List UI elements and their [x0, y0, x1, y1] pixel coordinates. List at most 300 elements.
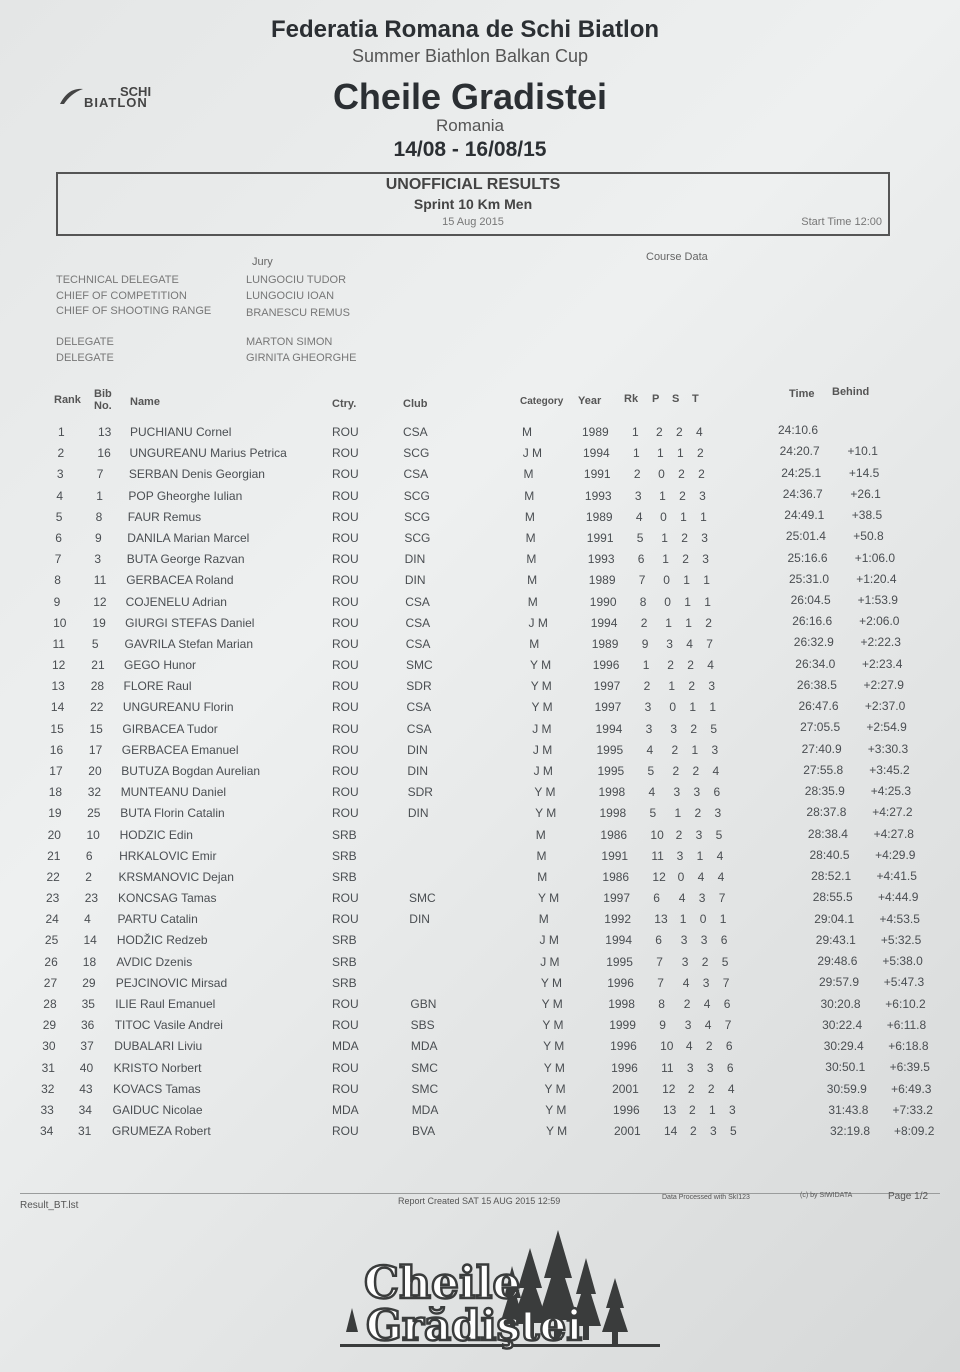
- country-cell: MDA: [332, 1039, 359, 1054]
- total-cell: 1: [709, 700, 717, 715]
- standing-cell: 3: [706, 1060, 714, 1075]
- total-cell: 2: [705, 615, 712, 630]
- total-cell: 6: [723, 996, 731, 1011]
- athlete-name: PARTU Catalin: [117, 912, 198, 927]
- col-t: T: [692, 393, 699, 405]
- standing-cell: 1: [709, 1102, 716, 1117]
- rk-cell: 6: [655, 933, 662, 948]
- prone-cell: 3: [666, 636, 673, 651]
- athlete-name: GAVRILA Stefan Marian: [124, 636, 254, 651]
- rk-cell: 2: [633, 467, 641, 482]
- behind-cell: +6:11.8: [886, 1017, 927, 1032]
- category-cell: Y M: [543, 1039, 565, 1054]
- athlete-name: MUNTEANU Daniel: [120, 785, 227, 800]
- total-cell: 7: [724, 1018, 732, 1033]
- total-cell: 7: [722, 975, 730, 990]
- athlete-name: DUBALARI Liviu: [114, 1039, 203, 1054]
- total-cell: 5: [730, 1124, 737, 1138]
- time-cell: 29:04.1: [814, 911, 855, 926]
- athlete-name: HODŽIC Redzeb: [116, 933, 208, 948]
- time-cell: 27:55.8: [803, 762, 844, 777]
- country-cell: SRB: [332, 869, 357, 884]
- year-cell: 1999: [609, 1018, 636, 1033]
- country-cell: ROU: [332, 530, 359, 545]
- country-cell: ROU: [332, 891, 359, 905]
- venue-title: Cheile Gradistei: [332, 76, 608, 117]
- time-cell: 24:49.1: [784, 508, 825, 522]
- year-cell: 1996: [610, 1039, 637, 1054]
- category-cell: Y M: [534, 785, 556, 800]
- country-cell: SRB: [332, 975, 357, 990]
- year-cell: 1994: [583, 446, 610, 461]
- standing-cell: 3: [695, 827, 703, 842]
- standing-cell: 2: [687, 658, 694, 672]
- year-cell: 1998: [608, 996, 635, 1011]
- jury-heading: Jury: [252, 256, 273, 268]
- rank-cell: 5: [55, 509, 63, 524]
- country-cell: ROU: [332, 446, 359, 461]
- rank-cell: 19: [48, 806, 62, 821]
- rk-cell: 11: [651, 848, 664, 863]
- country-cell: ROU: [332, 742, 359, 757]
- year-cell: 1990: [589, 594, 617, 609]
- club-cell: CSA: [403, 425, 428, 439]
- country-cell: ROU: [332, 679, 359, 694]
- country-cell: ROU: [332, 509, 359, 524]
- rk-cell: 4: [646, 742, 654, 757]
- standing-cell: 4: [686, 636, 693, 651]
- cheile-gradistei-logo: [340, 1228, 670, 1358]
- time-cell: 30:22.4: [822, 1017, 863, 1032]
- rank-cell: 16: [49, 742, 64, 757]
- rk-cell: 7: [657, 975, 664, 990]
- prone-cell: 1: [665, 615, 672, 630]
- time-cell: 24:20.7: [779, 444, 820, 459]
- country-cell: ROU: [332, 467, 359, 482]
- club-cell: MDA: [411, 1102, 439, 1117]
- rank-cell: 12: [52, 658, 66, 672]
- rank-cell: 8: [54, 573, 61, 588]
- rank-cell: 9: [53, 594, 61, 609]
- total-cell: 6: [726, 1060, 734, 1075]
- category-cell: J M: [532, 721, 552, 736]
- total-cell: 4: [727, 1081, 735, 1096]
- col-name: Name: [130, 396, 160, 408]
- club-cell: SMC: [406, 658, 433, 672]
- time-cell: 32:19.8: [830, 1124, 871, 1138]
- category-cell: Y M: [531, 700, 553, 715]
- time-cell: 25:01.4: [785, 529, 826, 544]
- rank-cell: 17: [49, 763, 63, 778]
- footer-processed: Data Processed with SkI123: [662, 1194, 750, 1201]
- behind-cell: +2:22.3: [860, 635, 901, 650]
- rk-cell: 12: [652, 869, 666, 884]
- total-cell: 7: [706, 636, 713, 651]
- bib-cell: 20: [88, 763, 102, 778]
- rank-cell: 26: [44, 954, 58, 969]
- country-cell: SRB: [332, 848, 357, 863]
- behind-cell: +6:39.5: [889, 1060, 930, 1075]
- total-cell: 4: [707, 658, 714, 672]
- rk-cell: 5: [649, 806, 657, 821]
- standing-cell: 3: [693, 785, 701, 800]
- bib-cell: 29: [82, 975, 96, 990]
- club-cell: CSA: [405, 594, 430, 609]
- year-cell: 1994: [595, 721, 623, 736]
- bib-cell: 31: [78, 1124, 92, 1138]
- country-cell: ROU: [332, 594, 359, 609]
- club-cell: BVA: [412, 1124, 436, 1138]
- country-cell: SRB: [332, 933, 357, 948]
- club-cell: SCG: [404, 530, 431, 545]
- standing-cell: 3: [700, 933, 708, 948]
- rk-cell: 1: [633, 446, 640, 461]
- club-cell: SCG: [403, 488, 430, 503]
- club-cell: SDR: [407, 785, 433, 800]
- category-cell: Y M: [544, 1081, 566, 1096]
- logo-text-bottom: BIATLON: [84, 95, 148, 110]
- standing-cell: 2: [679, 488, 686, 503]
- total-cell: 3: [699, 488, 706, 503]
- standing-cell: 1: [684, 594, 691, 609]
- col-s: S: [672, 393, 680, 405]
- country-cell: ROU: [332, 573, 359, 588]
- time-cell: 26:04.5: [790, 592, 831, 607]
- rk-cell: 9: [659, 1018, 666, 1033]
- athlete-name: TITOC Vasile Andrei: [114, 1018, 223, 1033]
- behind-cell: +4:41.5: [876, 869, 917, 884]
- total-cell: 7: [718, 891, 726, 905]
- club-cell: SCG: [404, 509, 431, 524]
- rk-cell: 4: [635, 509, 643, 524]
- rk-cell: 5: [636, 530, 644, 545]
- bib-cell: 12: [93, 594, 107, 609]
- rank-cell: 20: [47, 827, 61, 842]
- athlete-name: UNGUREANU Florin: [122, 700, 234, 715]
- standing-cell: 2: [690, 721, 698, 736]
- course-data-heading: Course Data: [646, 251, 708, 263]
- behind-cell: +3:30.3: [867, 741, 909, 756]
- time-cell: 26:32.9: [793, 635, 834, 650]
- total-cell: 5: [715, 827, 723, 842]
- jury-name: LUNGOCIU TUDOR: [246, 274, 347, 286]
- time-cell: 25:16.6: [787, 550, 828, 565]
- club-cell: SCG: [403, 446, 430, 461]
- col-bib: Bib No.: [94, 388, 112, 412]
- category-cell: M: [525, 530, 536, 545]
- prone-cell: 0: [677, 869, 685, 884]
- total-cell: 2: [697, 446, 704, 461]
- total-cell: 3: [701, 530, 708, 545]
- year-cell: 1998: [598, 785, 626, 800]
- results-status: UNOFFICIAL RESULTS: [385, 176, 561, 193]
- time-cell: 29:48.6: [817, 954, 858, 969]
- race-name: Sprint 10 Km Men: [413, 196, 533, 212]
- rk-cell: 13: [663, 1102, 677, 1117]
- rk-cell: 13: [654, 912, 668, 927]
- rank-cell: 30: [42, 1039, 56, 1054]
- behind-cell: +4:29.9: [875, 847, 916, 862]
- col-ctry: Ctry.: [332, 398, 357, 410]
- category-cell: M: [526, 552, 537, 567]
- prone-cell: 1: [659, 488, 666, 503]
- rank-cell: 25: [44, 933, 59, 948]
- category-cell: J M: [528, 615, 548, 630]
- prone-cell: 2: [683, 996, 691, 1011]
- year-cell: 1994: [605, 933, 632, 948]
- club-cell: DIN: [404, 573, 426, 588]
- behind-cell: +4:27.8: [873, 826, 914, 841]
- year-cell: 1995: [597, 763, 625, 778]
- footer-report: Report Created SAT 15 AUG 2015 12:59: [398, 1196, 561, 1206]
- country-cell: ROU: [332, 996, 359, 1011]
- behind-cell: +4:27.2: [872, 805, 913, 820]
- bib-cell: 13: [98, 425, 112, 439]
- category-cell: M: [522, 425, 532, 439]
- prone-cell: 1: [662, 552, 669, 567]
- rk-cell: 3: [645, 721, 653, 736]
- prone-cell: 2: [672, 763, 680, 778]
- year-cell: 1991: [586, 530, 614, 545]
- prone-cell: 2: [675, 827, 683, 842]
- category-cell: M: [524, 488, 535, 503]
- rk-cell: 8: [658, 996, 665, 1011]
- prone-cell: 3: [684, 1018, 692, 1033]
- rk-cell: 9: [641, 636, 649, 651]
- athlete-name: PEJCINOVIC Mirsad: [115, 975, 228, 990]
- brand-line-2: Grădiştei: [366, 1301, 583, 1350]
- total-cell: 6: [713, 785, 721, 800]
- bib-cell: 32: [87, 785, 102, 800]
- behind-cell: +2:06.0: [859, 614, 900, 629]
- col-category: Category: [520, 396, 564, 407]
- country-cell: ROU: [332, 1018, 359, 1033]
- bib-cell: 7: [96, 467, 104, 482]
- club-cell: DIN: [407, 806, 429, 821]
- bib-cell: 16: [97, 446, 111, 461]
- bib-cell: 34: [78, 1102, 92, 1117]
- club-cell: CSA: [405, 615, 431, 630]
- behind-cell: +1:06.0: [854, 550, 896, 565]
- standing-cell: 4: [704, 1018, 712, 1033]
- bib-cell: 22: [90, 700, 104, 715]
- country-cell: ROU: [332, 1081, 359, 1096]
- bib-cell: 14: [83, 933, 97, 948]
- rank-cell: 13: [51, 679, 65, 694]
- club-cell: SBS: [410, 1018, 435, 1033]
- total-cell: 3: [729, 1102, 736, 1117]
- bib-cell: 19: [92, 615, 106, 630]
- bib-cell: 25: [87, 806, 101, 821]
- logo-text-top: SCHI: [120, 84, 152, 99]
- jury-name: MARTON SIMON: [246, 336, 333, 348]
- bib-cell: 15: [89, 721, 103, 736]
- time-cell: 26:16.6: [792, 614, 833, 629]
- year-cell: 1993: [584, 488, 612, 503]
- category-cell: J M: [540, 954, 560, 969]
- standing-cell: 2: [676, 425, 683, 439]
- athlete-name: BUTUZA Bogdan Aurelian: [121, 763, 261, 778]
- country-cell: ROU: [332, 721, 359, 736]
- standing-cell: 2: [705, 1039, 713, 1054]
- country-cell: ROU: [332, 1060, 359, 1075]
- col-p: P: [652, 393, 660, 405]
- standing-cell: 1: [696, 848, 704, 863]
- year-cell: 1986: [602, 869, 630, 884]
- country-cell: ROU: [332, 552, 359, 567]
- standing-cell: 2: [681, 530, 688, 545]
- standing-cell: 1: [691, 742, 699, 757]
- bib-cell: 37: [80, 1039, 94, 1054]
- rank-cell: 2: [57, 446, 65, 461]
- rk-cell: 7: [656, 954, 663, 969]
- athlete-name: UNGUREANU Marius Petrica: [129, 446, 287, 461]
- country-cell: ROU: [332, 636, 359, 651]
- bib-cell: 5: [91, 636, 99, 651]
- club-cell: DIN: [407, 763, 429, 778]
- rk-cell: 10: [650, 827, 664, 842]
- country-cell: ROU: [332, 658, 359, 672]
- standing-cell: 2: [678, 467, 685, 482]
- year-cell: 2001: [612, 1081, 639, 1096]
- athlete-name: GERBACEA Roland: [126, 573, 234, 588]
- country-cell: ROU: [332, 1124, 359, 1138]
- country-cell: ROU: [332, 488, 359, 503]
- prone-cell: 0: [669, 700, 677, 715]
- prone-cell: 2: [690, 1124, 697, 1138]
- behind-cell: +3:45.2: [869, 762, 910, 777]
- country-cell: ROU: [332, 425, 359, 439]
- total-cell: 4: [716, 848, 724, 863]
- prone-cell: 2: [656, 425, 663, 439]
- year-cell: 1995: [606, 954, 633, 969]
- rk-cell: 6: [653, 891, 660, 905]
- behind-cell: +2:54.9: [866, 720, 907, 735]
- bib-cell: 6: [85, 848, 93, 863]
- prone-cell: 3: [673, 785, 681, 800]
- category-cell: J M: [532, 742, 553, 757]
- rk-cell: 14: [664, 1124, 678, 1138]
- time-cell: 26:47.6: [798, 699, 839, 714]
- category-cell: Y M: [540, 975, 563, 990]
- standing-cell: 2: [701, 954, 709, 969]
- total-cell: 3: [714, 806, 722, 821]
- prone-cell: 4: [682, 975, 690, 990]
- rank-cell: 14: [50, 700, 65, 715]
- standing-cell: 2: [692, 763, 700, 778]
- rank-cell: 10: [53, 615, 67, 630]
- behind-cell: +4:44.9: [878, 890, 919, 905]
- prone-cell: 3: [686, 1060, 694, 1075]
- athlete-name: HODZIC Edin: [119, 827, 193, 842]
- behind-cell: +10.1: [847, 444, 878, 459]
- results-title-box: [56, 172, 890, 236]
- club-cell: GBN: [410, 996, 437, 1011]
- rank-cell: 6: [55, 530, 62, 545]
- athlete-name: GERBACEA Emanuel: [121, 742, 239, 757]
- time-cell: 27:40.9: [801, 741, 842, 756]
- federation-title: Federatia Romana de Schi Biatlon: [270, 16, 660, 43]
- standing-cell: 2: [688, 679, 696, 694]
- standing-cell: 2: [707, 1081, 715, 1096]
- bib-cell: 36: [81, 1018, 95, 1033]
- country-cell: ROU: [332, 700, 359, 715]
- athlete-name: FLORE Raul: [123, 679, 192, 694]
- total-cell: 5: [710, 721, 718, 736]
- col-year: Year: [578, 395, 602, 407]
- athlete-name: BUTA George Razvan: [126, 552, 245, 567]
- rank-cell: 15: [50, 721, 64, 736]
- footer-copyright: (c) by SIWIDATA: [800, 1192, 853, 1199]
- athlete-name: GIRBACEA Tudor: [122, 721, 218, 736]
- club-cell: SMC: [409, 891, 436, 905]
- athlete-name: KRSMANOVIC Dejan: [118, 869, 234, 884]
- behind-cell: +4:53.5: [879, 911, 920, 926]
- footer-file: Result_BT.lst: [20, 1200, 79, 1211]
- time-cell: 28:40.5: [809, 847, 850, 862]
- rk-cell: 10: [660, 1039, 674, 1054]
- category-cell: Y M: [538, 891, 560, 905]
- rk-cell: 2: [643, 679, 651, 694]
- bib-cell: 28: [90, 679, 105, 694]
- club-cell: DIN: [407, 742, 428, 757]
- total-cell: 4: [696, 425, 703, 439]
- standing-cell: 1: [689, 700, 697, 715]
- rank-cell: 31: [41, 1060, 55, 1075]
- bib-cell: 3: [94, 552, 102, 567]
- behind-cell: +1:20.4: [856, 571, 897, 586]
- year-cell: 1989: [591, 636, 619, 651]
- prone-cell: 1: [679, 912, 687, 927]
- pine-trees-icon: [340, 1228, 670, 1358]
- standing-cell: 3: [702, 975, 710, 990]
- category-cell: M: [523, 467, 534, 482]
- standing-cell: 3: [710, 1124, 717, 1138]
- year-cell: 1986: [600, 827, 628, 842]
- athlete-name: COJENELU Adrian: [125, 594, 227, 609]
- category-cell: Y M: [546, 1124, 568, 1138]
- jury-role: TECHNICAL DELEGATE: [56, 274, 179, 286]
- prone-cell: 0: [664, 594, 671, 609]
- bib-cell: 8: [95, 509, 103, 524]
- rk-cell: 5: [647, 763, 655, 778]
- athlete-name: PUCHIANU Cornel: [130, 425, 232, 439]
- country-cell: SRB: [332, 954, 357, 969]
- prone-cell: 0: [660, 509, 667, 524]
- time-cell: 24:36.7: [782, 486, 823, 501]
- rank-cell: 33: [40, 1102, 54, 1117]
- rank-cell: 3: [56, 467, 64, 482]
- bib-cell: 9: [95, 530, 102, 545]
- rk-cell: 2: [640, 615, 648, 630]
- year-cell: 1989: [585, 509, 613, 524]
- country-cell: ROU: [332, 912, 359, 927]
- rk-cell: 12: [662, 1081, 676, 1096]
- col-club: Club: [403, 398, 428, 410]
- bib-cell: 2: [85, 869, 92, 884]
- category-cell: M: [527, 594, 538, 609]
- rank-cell: 11: [52, 636, 65, 651]
- year-cell: 1996: [611, 1060, 638, 1075]
- prone-cell: 1: [657, 446, 664, 461]
- col-behind: Behind: [832, 386, 870, 398]
- year-cell: 2001: [614, 1124, 641, 1138]
- club-cell: DIN: [404, 552, 426, 567]
- country: Romania: [435, 116, 505, 135]
- prone-cell: 2: [689, 1102, 696, 1117]
- country-cell: SRB: [332, 827, 357, 842]
- total-cell: 5: [721, 954, 729, 969]
